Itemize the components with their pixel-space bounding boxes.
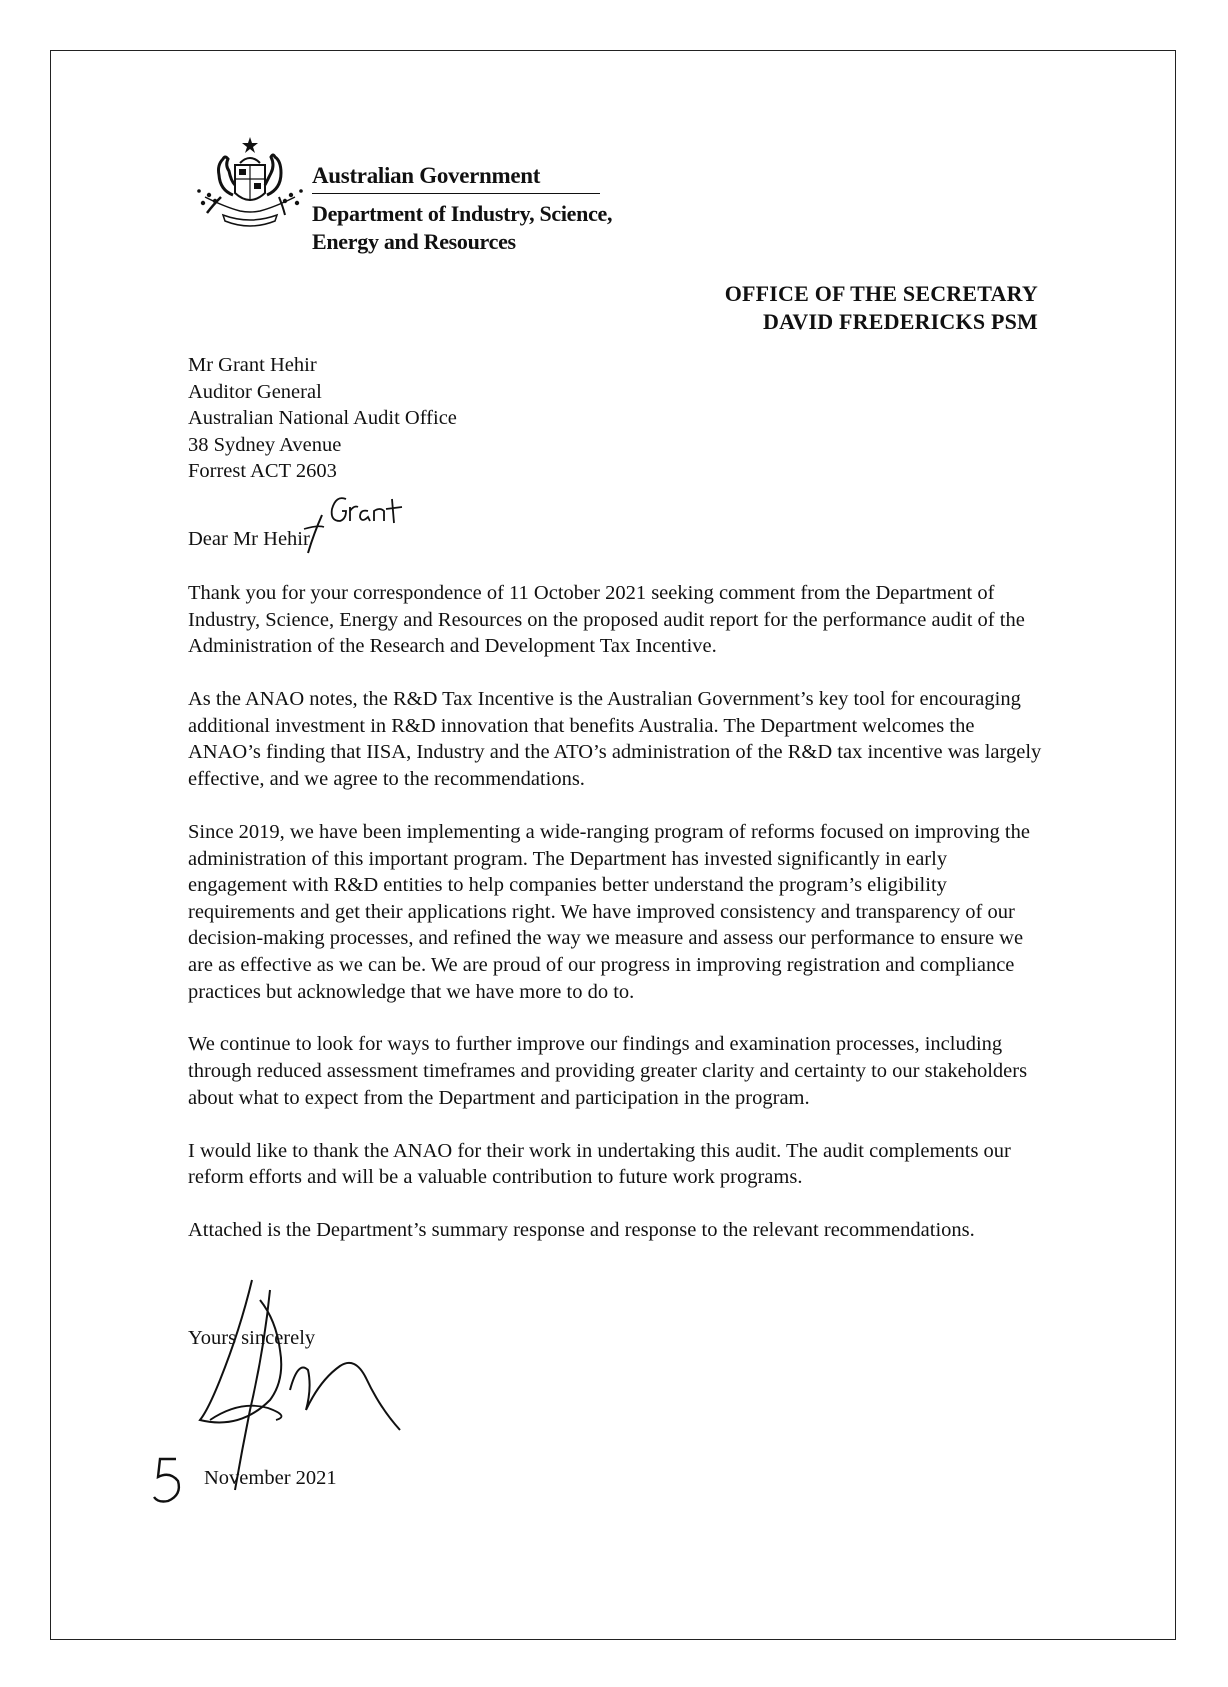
recipient-address xyxy=(188,352,457,485)
body-paragraph-5: I would like to thank the ANAO for their work in undertaking this audit. The audit complements our reform efforts and will be a valuable contribution to future work programs. xyxy=(188,1139,1011,1189)
body-paragraph-3: Since 2019, we have been implementing a wide-ranging program of reforms focused on improving the administration of this important program. The Department has invested significantly in early engagement with R&D entities to help companies better understand the program’s eligibility requirements and get their applications right. We have improved consistency and transparency of our decision-making processes, and refined the way we measure and assess our performance to ensure we are as effective as we can be. We are proud of our progress in improving registration and compliance practices but acknowledge that we have more to do to. xyxy=(188,820,1030,1003)
closing: Yours sincerely xyxy=(188,1327,316,1349)
recipient-name: Mr Grant Hehir xyxy=(188,354,317,376)
recipient-organisation: Australian National Audit Office xyxy=(188,407,457,429)
recipient-street: 38 Sydney Avenue xyxy=(188,433,342,456)
letterhead-divider xyxy=(312,193,600,194)
department-name-line-2: Energy and Resources xyxy=(312,229,516,254)
body-paragraph-2: As the ANAO notes, the R&D Tax Incentive is the Australian Government’s key tool for encouraging additional investment in R&D innovation that benefits Australia. The Department welcomes the ANAO’s finding that IISA, Industry and the ATO’s administration of the R&D tax incentive was largely effective, and we agree to the recommendations. xyxy=(188,688,1042,790)
handwritten-grant-correction xyxy=(300,485,410,555)
salutation: Dear Mr Hehir xyxy=(188,528,310,550)
government-name: Australian Government xyxy=(312,163,541,188)
body-paragraph-4: We continue to look for ways to further improve our findings and examination processes, including through reduced assessment timeframes and providing greater clarity and certainty to our stakeholders about what to expect from the Department and participation in the program. xyxy=(188,1033,1028,1109)
body-paragraph-1: Thank you for your correspondence of 11 October 2021 seeking comment from the Department of Industry, Science, Energy and Resources on the proposed audit report for the performance audit of the Administration of the Research and Development Tax Incentive. xyxy=(188,582,1025,658)
letter-date xyxy=(150,1455,410,1505)
coat-of-arms-icon xyxy=(195,135,305,235)
office-line-2: DAVID FREDERICKS PSM xyxy=(763,309,1038,334)
recipient-title: Auditor General xyxy=(188,380,322,403)
handwritten-day xyxy=(150,1455,190,1505)
department-name xyxy=(312,200,612,256)
date-month-year: November 2021 xyxy=(204,1467,337,1489)
office-line-1: OFFICE OF THE SECRETARY xyxy=(724,281,1038,306)
department-name-line-1: Department of Industry, Science, xyxy=(312,201,613,226)
office-of-secretary xyxy=(725,280,1038,336)
letter-body xyxy=(188,580,1048,1270)
recipient-city: Forrest ACT 2603 xyxy=(188,460,337,482)
letterhead xyxy=(195,135,615,260)
body-paragraph-6: Attached is the Department’s summary response and response to the relevant recommendations. xyxy=(188,1219,975,1242)
